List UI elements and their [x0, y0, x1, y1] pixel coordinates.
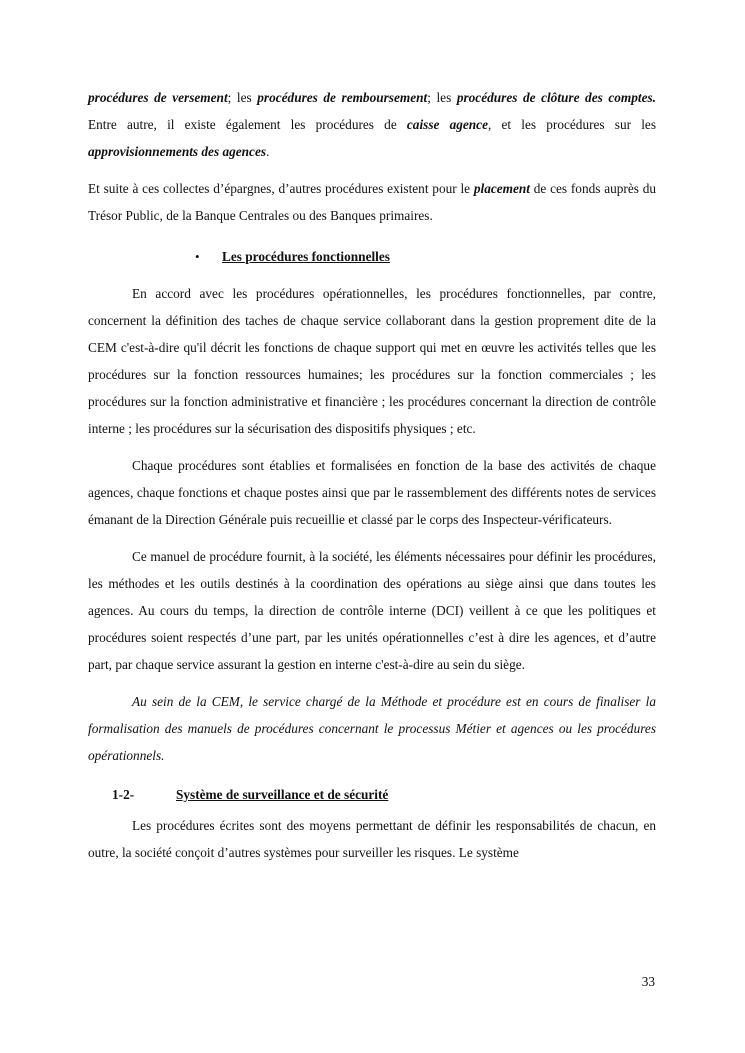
term-cloture: procédures de clôture des comptes: [456, 90, 653, 105]
text-run: , et les procédures sur les: [488, 117, 656, 132]
bullet-heading: [88, 243, 656, 270]
bullet-heading-text: Les procédures fonctionnelles: [222, 249, 390, 264]
page-number: 33: [641, 974, 655, 989]
section-number: 1-2-: [112, 787, 135, 802]
paragraph-procedures-list: [88, 84, 656, 165]
paragraph-manuel: Ce manuel de procédure fournit, à la société, les éléments nécessaires pour définir les procédures, les méthodes et les outils destinés à la coordination des opérations au siège ainsi que dans toutes les agences. Au cours du temps, la direction de contrôle interne (DCI) veillent à ce que les politiques et procédures soient respectés d’une part, par les unités opérationnelles c’est à dire les agences, et d’autre part, par chaque service assurant la gestion en interne c'est-à-dire au sein du siège.: [88, 549, 656, 672]
text-run: Entre autre, il existe également les procédures de: [88, 117, 407, 132]
paragraph-formalisation: Chaque procédures sont établies et formalisées en fonction de la base des activités de chaque agences, chaque fonctions et chaque postes ainsi que par le rassemblement des différents notes de services émanant de la Direction Générale puis recueillie et classé par le corps des Inspecteur-vérificateurs.: [88, 458, 656, 527]
text-run: .: [652, 90, 656, 105]
text-run: Et suite à ces collectes d’épargnes, d’autres procédures existent pour le: [88, 181, 474, 196]
text-run: .: [266, 144, 270, 159]
text-run: de ces fonds auprès du Trésor Public, de la Banque Centrales ou des Banques primaires.: [88, 181, 656, 223]
document-body: [88, 84, 656, 866]
bullet-icon: •: [195, 249, 200, 264]
term-approvisionnements: approvisionnements des agences: [88, 144, 267, 159]
term-remboursement: procédures de remboursement: [257, 90, 428, 105]
text-run: ; les: [227, 90, 258, 105]
paragraph-methode: Au sein de la CEM, le service chargé de la Méthode et procédure est en cours de finaliser la formalisation des manuels de procédures concernant le processus Métier et agences ou les procédures opérationnels.: [88, 694, 656, 763]
section-heading: [88, 781, 656, 808]
section-title: Système de surveillance et de sécurité: [176, 787, 389, 802]
term-versement: procédures de versement: [88, 90, 228, 105]
paragraph-fonctionnelles: En accord avec les procédures opérationnelles, les procédures fonctionnelles, par contre, concernent la définition des taches de chaque service collaborant dans la gestion proprement dite de la CEM c'est-à-dire qu'il décrit les fonctions de chaque support qui met en œuvre les activités telles que les procédures sur la fonction ressources humaines; les procédures sur la fonction commerciales ; les procédures sur la fonction administrative et financière ; les procédures concernant la direction de contrôle interne ; les procédures sur la sécurisation des dispositifs physiques ; etc.: [88, 286, 656, 436]
paragraph-placement: [88, 175, 656, 229]
term-placement: placement: [473, 181, 530, 196]
term-caisse-agence: caisse agence: [406, 117, 488, 132]
text-run: ; les: [427, 90, 457, 105]
paragraph-surveillance: Les procédures écrites sont des moyens permettant de définir les responsabilités de chacun, en outre, la société conçoit d’autres systèmes pour surveiller les risques. Le système: [88, 818, 656, 860]
